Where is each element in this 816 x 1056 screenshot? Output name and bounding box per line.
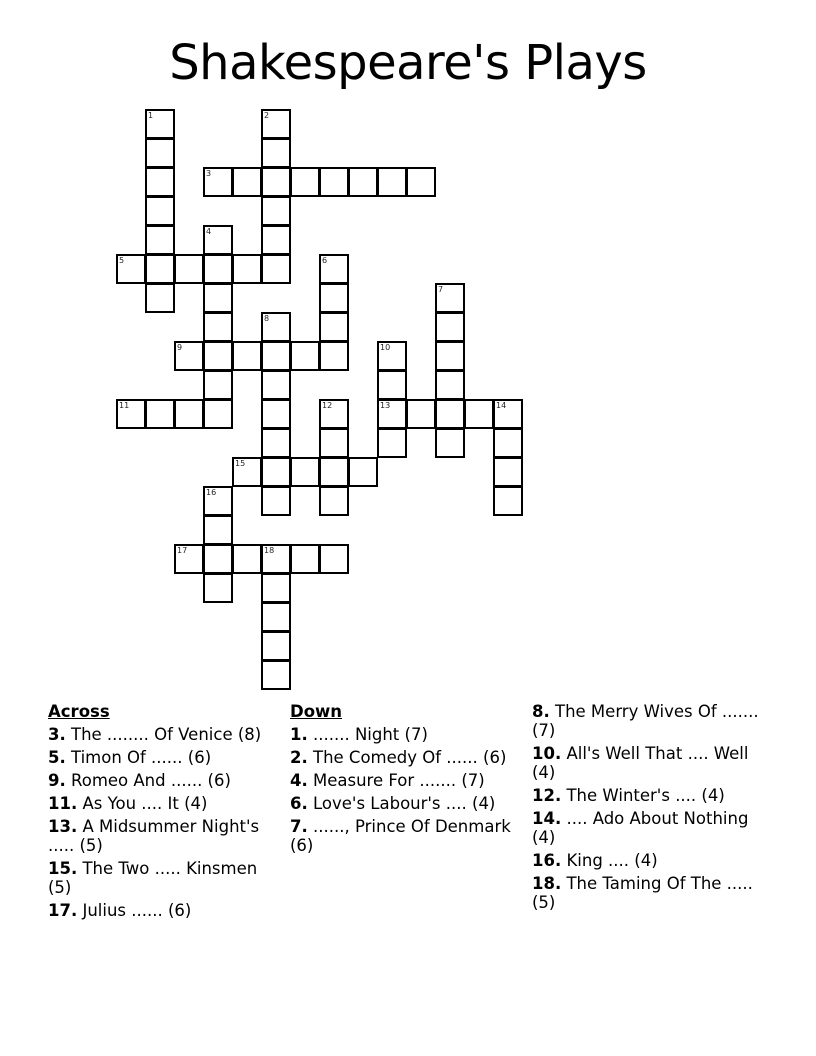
grid-cell[interactable]: [261, 109, 291, 139]
cell-number: 13: [380, 401, 391, 410]
grid-cell[interactable]: [145, 138, 175, 168]
clue-item: [532, 851, 764, 870]
clue-text: The Two ..... Kinsmen (5): [48, 859, 258, 897]
grid-cell[interactable]: [261, 138, 291, 168]
clue-item: [290, 794, 522, 813]
clue-number: 4.: [290, 771, 308, 790]
grid-cell[interactable]: [435, 370, 465, 400]
grid-cell[interactable]: [319, 457, 349, 487]
clue-number: 15.: [48, 859, 78, 878]
grid-cell[interactable]: [174, 254, 204, 284]
grid-cell[interactable]: [319, 544, 349, 574]
down-heading: Down: [290, 702, 343, 721]
grid-cell[interactable]: [435, 283, 465, 313]
grid-cell[interactable]: [377, 428, 407, 458]
clue-number: 16.: [532, 851, 562, 870]
grid-cell[interactable]: [145, 399, 175, 429]
grid-cell[interactable]: [232, 341, 262, 371]
grid-cell[interactable]: [493, 399, 523, 429]
puzzle-title: Shakespeare's Plays: [169, 35, 647, 91]
grid-cell[interactable]: [406, 167, 436, 197]
cell-number: 6: [322, 256, 328, 265]
clue-number: 5.: [48, 748, 66, 767]
grid-cell[interactable]: [203, 573, 233, 603]
grid-cell[interactable]: [464, 399, 494, 429]
down-clue-list: [290, 725, 522, 855]
clue-text: Romeo And ...... (6): [65, 771, 231, 790]
clue-item: [48, 794, 280, 813]
clue-number: 14.: [532, 809, 562, 828]
grid-cell[interactable]: [377, 399, 407, 429]
clue-text: Julius ...... (6): [77, 901, 192, 920]
grid-cell[interactable]: [116, 399, 146, 429]
down-clues-continued-column: [532, 702, 764, 916]
grid-cell[interactable]: [261, 486, 291, 516]
grid-cell[interactable]: [145, 283, 175, 313]
grid-cell[interactable]: [319, 428, 349, 458]
grid-cell[interactable]: [116, 254, 146, 284]
clue-number: 9.: [48, 771, 66, 790]
grid-cell[interactable]: [493, 457, 523, 487]
grid-cell[interactable]: [203, 370, 233, 400]
clue-text: As You .... It (4): [77, 794, 208, 813]
grid-cell[interactable]: [348, 457, 378, 487]
cell-number: 8: [264, 314, 270, 323]
clue-item: [532, 809, 764, 847]
grid-cell[interactable]: [203, 486, 233, 516]
clue-item: [48, 725, 280, 744]
grid-cell[interactable]: [232, 167, 262, 197]
grid-cell[interactable]: [203, 544, 233, 574]
clue-text: The Merry Wives Of ....... (7): [532, 702, 759, 740]
grid-cell[interactable]: [145, 167, 175, 197]
clue-text: Timon Of ...... (6): [65, 748, 212, 767]
across-clues-column: [48, 702, 280, 924]
clue-number: 7.: [290, 817, 308, 836]
grid-cell[interactable]: [261, 602, 291, 632]
cell-number: 10: [380, 343, 391, 352]
grid-cell[interactable]: [203, 341, 233, 371]
clue-item: [48, 748, 280, 767]
cell-number: 7: [438, 285, 444, 294]
grid-cell[interactable]: [261, 660, 291, 690]
clue-number: 1.: [290, 725, 308, 744]
clue-text: The ........ Of Venice (8): [65, 725, 262, 744]
grid-cell[interactable]: [203, 399, 233, 429]
grid-cell[interactable]: [435, 399, 465, 429]
grid-cell[interactable]: [435, 341, 465, 371]
grid-cell[interactable]: [319, 399, 349, 429]
cell-number: 3: [206, 169, 212, 178]
grid-cell[interactable]: [290, 167, 320, 197]
grid-cell[interactable]: [261, 370, 291, 400]
grid-cell[interactable]: [406, 399, 436, 429]
clue-text: The Taming Of The ..... (5): [532, 874, 753, 912]
down-clue-list-continued: [532, 702, 764, 912]
clue-number: 2.: [290, 748, 308, 767]
grid-cell[interactable]: [261, 341, 291, 371]
cell-number: 4: [206, 227, 212, 236]
grid-cell[interactable]: [261, 254, 291, 284]
grid-cell[interactable]: [261, 225, 291, 255]
grid-cell[interactable]: [145, 254, 175, 284]
down-clues-column: [290, 702, 522, 859]
grid-cell[interactable]: [261, 196, 291, 226]
grid-cell[interactable]: [203, 312, 233, 342]
clue-item: [48, 817, 280, 855]
grid-cell[interactable]: [290, 544, 320, 574]
clue-number: 13.: [48, 817, 78, 836]
cell-number: 12: [322, 401, 333, 410]
grid-cell[interactable]: [319, 312, 349, 342]
grid-cell[interactable]: [435, 312, 465, 342]
clue-text: King .... (4): [561, 851, 658, 870]
clue-item: [290, 748, 522, 767]
grid-cell[interactable]: [290, 341, 320, 371]
clue-item: [532, 786, 764, 805]
clue-text: ....... Night (7): [307, 725, 428, 744]
grid-cell[interactable]: [261, 631, 291, 661]
cell-number: 14: [496, 401, 507, 410]
grid-cell[interactable]: [319, 283, 349, 313]
grid-cell[interactable]: [319, 254, 349, 284]
clue-item: [48, 771, 280, 790]
clue-text: ......, Prince Of Denmark (6): [290, 817, 511, 855]
grid-cell[interactable]: [174, 544, 204, 574]
clue-item: [532, 744, 764, 782]
clue-number: 11.: [48, 794, 78, 813]
grid-cell[interactable]: [261, 428, 291, 458]
cell-number: 18: [264, 546, 275, 555]
cell-number: 5: [119, 256, 125, 265]
grid-cell[interactable]: [261, 573, 291, 603]
clue-text: Measure For ....... (7): [307, 771, 485, 790]
grid-cell[interactable]: [261, 399, 291, 429]
clue-text: The Comedy Of ...... (6): [307, 748, 507, 767]
grid-cell[interactable]: [261, 167, 291, 197]
clue-number: 12.: [532, 786, 562, 805]
grid-cell[interactable]: [348, 167, 378, 197]
clue-item: [290, 817, 522, 855]
clue-number: 17.: [48, 901, 78, 920]
grid-cell[interactable]: [290, 457, 320, 487]
grid-cell[interactable]: [145, 196, 175, 226]
grid-cell[interactable]: [174, 399, 204, 429]
cell-number: 17: [177, 546, 188, 555]
grid-cell[interactable]: [377, 341, 407, 371]
across-clue-list: [48, 725, 280, 920]
grid-cell[interactable]: [377, 370, 407, 400]
clue-text: Love's Labour's .... (4): [307, 794, 496, 813]
grid-cell[interactable]: [319, 486, 349, 516]
grid-cell[interactable]: [203, 254, 233, 284]
grid-cell[interactable]: [232, 544, 262, 574]
clue-text: The Winter's .... (4): [561, 786, 725, 805]
cell-number: 9: [177, 343, 183, 352]
across-heading: Across: [48, 702, 110, 721]
grid-cell[interactable]: [377, 167, 407, 197]
clue-text: A Midsummer Night's ..... (5): [48, 817, 260, 855]
grid-cell[interactable]: [145, 109, 175, 139]
clue-item: [48, 901, 280, 920]
clue-item: [290, 725, 522, 744]
grid-cell[interactable]: [261, 312, 291, 342]
grid-cell[interactable]: [203, 515, 233, 545]
grid-cell[interactable]: [261, 457, 291, 487]
clue-number: 18.: [532, 874, 562, 893]
cell-number: 2: [264, 111, 270, 120]
clue-item: [532, 874, 764, 912]
cell-number: 15: [235, 459, 246, 468]
grid-cell[interactable]: [145, 225, 175, 255]
clue-item: [290, 771, 522, 790]
cell-number: 11: [119, 401, 130, 410]
clue-number: 10.: [532, 744, 562, 763]
grid-cell[interactable]: [435, 428, 465, 458]
grid-cell[interactable]: [261, 544, 291, 574]
clue-number: 6.: [290, 794, 308, 813]
grid-cell[interactable]: [493, 486, 523, 516]
grid-cell[interactable]: [232, 254, 262, 284]
cell-number: 16: [206, 488, 217, 497]
grid-cell[interactable]: [493, 428, 523, 458]
clue-item: [532, 702, 764, 740]
grid-cell[interactable]: [174, 341, 204, 371]
clue-text: .... Ado About Nothing (4): [532, 809, 749, 847]
clue-number: 3.: [48, 725, 66, 744]
grid-cell[interactable]: [203, 283, 233, 313]
grid-cell[interactable]: [319, 341, 349, 371]
clue-text: All's Well That .... Well (4): [532, 744, 749, 782]
grid-cell[interactable]: [203, 225, 233, 255]
grid-cell[interactable]: [232, 457, 262, 487]
clue-number: 8.: [532, 702, 550, 721]
cell-number: 1: [148, 111, 154, 120]
clue-item: [48, 859, 280, 897]
grid-cell[interactable]: [319, 167, 349, 197]
grid-cell[interactable]: [203, 167, 233, 197]
